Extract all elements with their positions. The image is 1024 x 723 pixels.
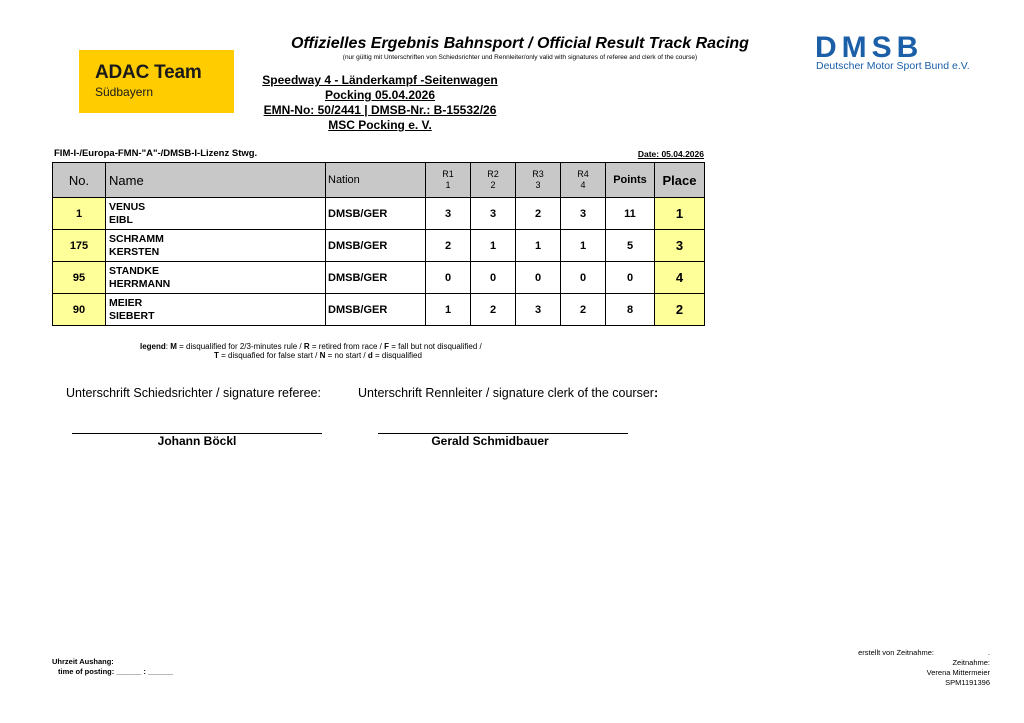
- legend-key-m: M: [170, 342, 177, 351]
- header-nation: Nation: [326, 163, 426, 198]
- r3-score: 1: [516, 230, 561, 262]
- timing-created-by-label: erstellt von Zeitnahme:: [858, 648, 934, 657]
- event-title: Speedway 4 - Länderkampf -Seitenwagen: [262, 73, 498, 87]
- header-name: Name: [106, 163, 326, 198]
- r3-score: 3: [516, 294, 561, 326]
- table-row: [53, 230, 705, 262]
- header-r2: [471, 163, 516, 198]
- clerk-signature-label: [358, 386, 658, 400]
- passenger-name: SIEBERT: [109, 309, 155, 322]
- header-r2-num: 2: [490, 180, 496, 190]
- r4-score: 3: [561, 198, 606, 230]
- licence-class: FIM-I-/Europa-FMN-"A"-/DMSB-I-Lizenz Stwg.: [54, 148, 258, 159]
- header-r2-label: R2: [487, 169, 499, 179]
- place: 1: [655, 198, 705, 230]
- legend-text-t: = disquafied for false start /: [218, 351, 320, 360]
- rider-names: [106, 198, 326, 230]
- place: 2: [655, 294, 705, 326]
- legend-key-t: T: [214, 351, 219, 360]
- rider-names: [106, 262, 326, 294]
- rider-no: 1: [53, 198, 106, 230]
- driver-name: SCHRAMM: [109, 232, 164, 245]
- header-r4-label: R4: [577, 169, 589, 179]
- r2-score: 0: [471, 262, 516, 294]
- clerk-signature-text: Unterschrift Rennleiter / signature clerk of the courser: [358, 386, 654, 400]
- adac-logo-line2: Südbayern: [95, 85, 154, 99]
- header-r3-label: R3: [532, 169, 544, 179]
- timing-label: Zeitnahme:: [952, 658, 990, 667]
- r4-score: 2: [561, 294, 606, 326]
- timing-created-by: [780, 648, 990, 658]
- referee-name: Johann Böckl: [157, 434, 237, 448]
- legend-line2: [140, 351, 560, 360]
- driver-name: VENUS: [109, 200, 146, 213]
- r4-score: 0: [561, 262, 606, 294]
- header-r1-num: 1: [445, 180, 451, 190]
- r4-score: 1: [561, 230, 606, 262]
- posting-label-en: time of posting: ______ : ______: [58, 667, 174, 676]
- r3-score: 2: [516, 198, 561, 230]
- passenger-name: KERSTEN: [109, 245, 160, 258]
- referee-signature-label: Unterschrift Schiedsrichter / signature referee:: [66, 386, 321, 400]
- nation: DMSB/GER: [326, 262, 426, 294]
- clerk-signature-colon: :: [653, 386, 659, 400]
- legend-key-d: d: [367, 351, 373, 360]
- validity-note: (nur gültig mit Unterschriften von Schiedsrichter und Rennleiter/only valid with signatures of referee and clerk of the course): [342, 54, 698, 61]
- rider-no: 95: [53, 262, 106, 294]
- legend-text-d: = disqualified: [372, 351, 422, 360]
- clerk-name: Gerald Schmidbauer: [431, 434, 549, 448]
- r1-score: 1: [426, 294, 471, 326]
- timing-info: [780, 648, 990, 688]
- r1-score: 0: [426, 262, 471, 294]
- posting-time: [52, 657, 173, 677]
- adac-logo-line1: ADAC Team: [95, 62, 202, 83]
- header-r3-num: 3: [535, 180, 541, 190]
- r2-score: 3: [471, 198, 516, 230]
- place: 3: [655, 230, 705, 262]
- header-r4-num: 4: [580, 180, 586, 190]
- header-r3: [516, 163, 561, 198]
- dmsb-logo-main: DMSB: [815, 31, 924, 64]
- results-table: [52, 162, 705, 326]
- legend-label: legend: [140, 342, 166, 351]
- event-numbers: EMN-No: 50/2441 | DMSB-Nr.: B-15532/26: [263, 103, 497, 117]
- result-date: Date: 05.04.2026: [637, 149, 704, 159]
- points: 5: [606, 230, 655, 262]
- driver-name: MEIER: [109, 296, 143, 309]
- r3-score: 0: [516, 262, 561, 294]
- header-place: Place: [655, 163, 705, 198]
- legend-line1: legend: M = disqualified for 2/3-minutes rule / R = retired from race / F = fall but not disqualified /: [140, 342, 482, 351]
- legend-key-f: F: [384, 342, 389, 351]
- rider-names: [106, 230, 326, 262]
- timekeeper-id: SPM1191396: [945, 678, 990, 687]
- event-info: [240, 73, 520, 133]
- r2-score: 2: [471, 294, 516, 326]
- event-organizer: MSC Pocking e. V.: [328, 118, 432, 132]
- adac-logo: [79, 50, 234, 113]
- nation: DMSB/GER: [326, 230, 426, 262]
- r1-score: 2: [426, 230, 471, 262]
- posting-label-de: Uhrzeit Aushang:: [52, 657, 114, 666]
- header-points: Points: [606, 163, 655, 198]
- points: 8: [606, 294, 655, 326]
- place: 4: [655, 262, 705, 294]
- header-r1: [426, 163, 471, 198]
- header-r1-label: R1: [442, 169, 454, 179]
- points: 11: [606, 198, 655, 230]
- legend-key-r: R: [303, 342, 310, 351]
- header-no: No.: [53, 163, 106, 198]
- dmsb-logo: [815, 33, 995, 75]
- table-row: [53, 294, 705, 326]
- timekeeper-name: Verena Mittermeier: [926, 668, 990, 677]
- timing-dot: .: [987, 648, 990, 657]
- rider-names: [106, 294, 326, 326]
- dmsb-logo-sub: Deutscher Motor Sport Bund e.V.: [816, 60, 970, 72]
- driver-name: STANDKE: [109, 264, 159, 277]
- r2-score: 1: [471, 230, 516, 262]
- passenger-name: EIBL: [109, 213, 133, 226]
- legend-text-f: = fall but not disqualified /: [389, 342, 482, 351]
- passenger-name: HERRMANN: [109, 277, 171, 290]
- rider-no: 175: [53, 230, 106, 262]
- r1-score: 3: [426, 198, 471, 230]
- legend-key-n: N: [319, 351, 326, 360]
- legend-text-m: = disqualified for 2/3-minutes rule /: [176, 342, 304, 351]
- points: 0: [606, 262, 655, 294]
- document-title: Offizielles Ergebnis Bahnsport / Official Result Track Racing: [291, 35, 749, 52]
- table-row: [53, 262, 705, 294]
- event-location-date: Pocking 05.04.2026: [324, 88, 436, 102]
- legend-text-n: = no start /: [325, 351, 368, 360]
- rider-no: 90: [53, 294, 106, 326]
- legend-text-r: = retired from race /: [309, 342, 385, 351]
- legend: [140, 342, 560, 360]
- nation: DMSB/GER: [326, 294, 426, 326]
- header-r4: [561, 163, 606, 198]
- table-row: [53, 198, 705, 230]
- nation: DMSB/GER: [326, 198, 426, 230]
- table-header-row: [53, 163, 705, 198]
